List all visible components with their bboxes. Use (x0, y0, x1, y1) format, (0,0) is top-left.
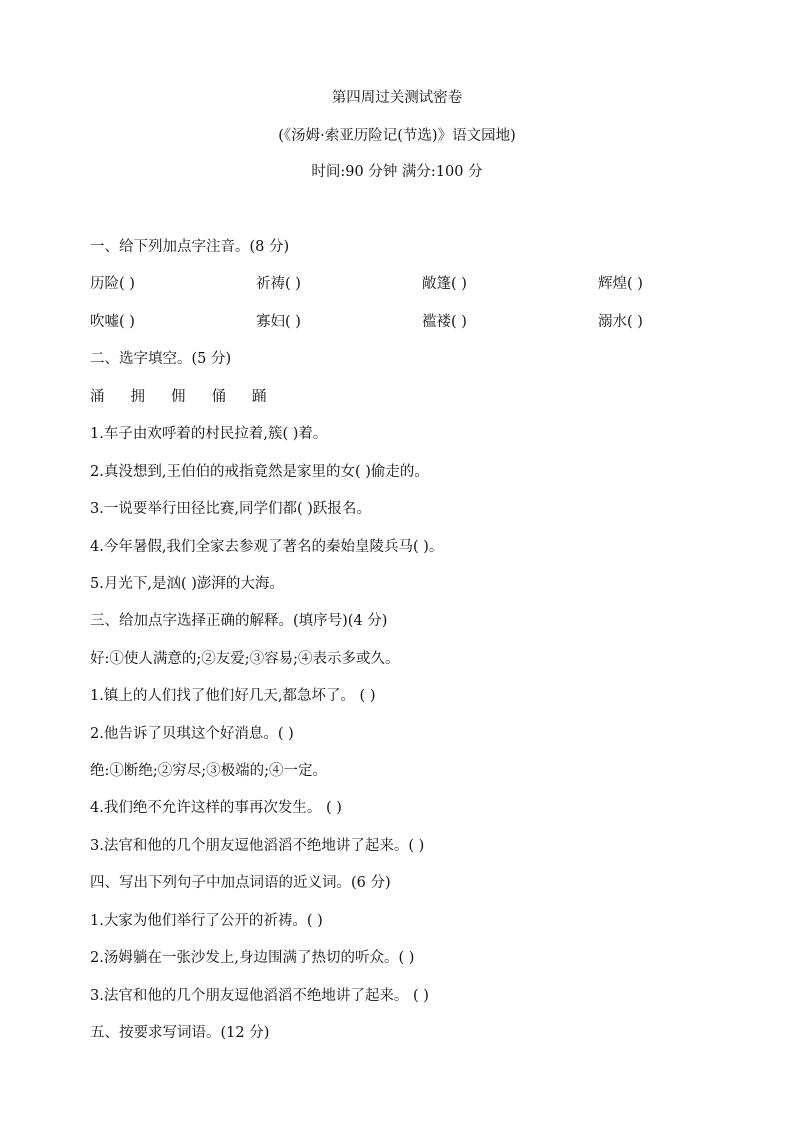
pinyin-item: 溺水( ) (598, 314, 643, 330)
pinyin-item: 辉煌( ) (598, 276, 643, 292)
question-item: 4.我们绝不允许这样的事再次发生。 ( ) (90, 800, 342, 816)
question-item: 3.法官和他的几个朋友逗他滔滔不绝地讲了起来。 ( ) (90, 988, 429, 1004)
question-item: 5.月光下,是汹( )澎湃的大海。 (90, 576, 284, 592)
pinyin-item: 褴褛( ) (422, 314, 467, 330)
section4-heading: 四、写出下列句子中加点词语的近义词。(6 分) (90, 875, 391, 891)
section5-heading: 五、按要求写词语。(12 分) (90, 1025, 270, 1041)
question-item: 3.一说要举行田径比赛,同学们都( )跃报名。 (90, 501, 371, 517)
pinyin-item: 敞篷( ) (422, 276, 467, 292)
character-option: 佣 (171, 389, 186, 405)
question-item: 1.大家为他们举行了公开的祈祷。( ) (90, 913, 323, 929)
question-item: 1.镇上的人们找了他们好几天,都急坏了。 ( ) (90, 688, 376, 704)
character-option: 踊 (252, 389, 267, 405)
character-option: 拥 (130, 389, 145, 405)
definition-line: 好:①使人满意的;②友爱;③容易;④表示多或久。 (90, 651, 400, 667)
question-item: 1.车子由欢呼着的村民拉着,簇( )着。 (90, 426, 328, 442)
section3-heading: 三、给加点字选择正确的解释。(填序号)(4 分) (90, 613, 388, 629)
pinyin-item: 寡妇( ) (256, 314, 301, 330)
section2-heading: 二、选字填空。(5 分) (90, 351, 232, 367)
question-item: 2.他告诉了贝琪这个好消息。( ) (90, 726, 294, 742)
section1-heading: 一、给下列加点字注音。(8 分) (90, 239, 290, 255)
definition-line: 绝:①断绝;②穷尽;③极端的;④一定。 (90, 763, 328, 779)
exam-time-info: 时间:90 分钟 满分:100 分 (311, 164, 483, 180)
character-option: 俑 (211, 389, 226, 405)
question-item: 4.今年暑假,我们全家去参观了著名的秦始皇陵兵马( )。 (90, 539, 444, 555)
exam-subtitle: (《汤姆·索亚历险记(节选)》语文园地) (278, 128, 516, 144)
exam-title: 第四周过关测试密卷 (331, 90, 463, 106)
question-item: 3.法官和他的几个朋友逗他滔滔不绝地讲了起来。( ) (90, 838, 425, 854)
pinyin-item: 祈祷( ) (256, 276, 301, 292)
pinyin-item: 吹嘘( ) (90, 314, 135, 330)
question-item: 2.汤姆躺在一张沙发上,身边围满了热切的听众。( ) (90, 950, 415, 966)
question-item: 2.真没想到,王伯伯的戒指竟然是家里的女( )偷走的。 (90, 464, 429, 480)
character-option: 涌 (90, 389, 105, 405)
pinyin-item: 历险( ) (90, 276, 135, 292)
character-options (90, 385, 293, 406)
